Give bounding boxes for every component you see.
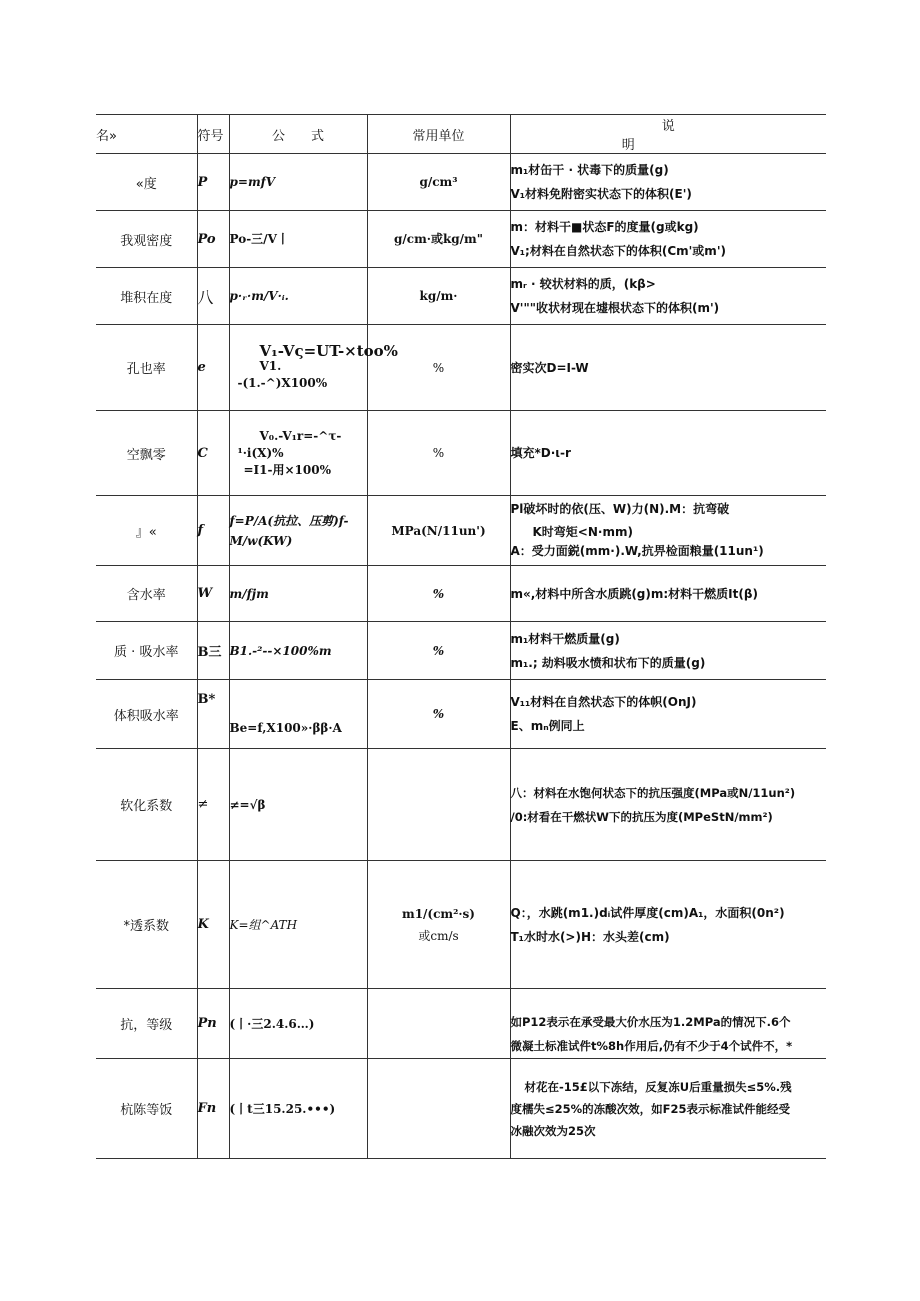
property-formula — [229, 566, 367, 622]
description-line: Pl破坏时的依(压、W)力(N).M：抗弯破 — [510, 502, 730, 516]
unit-line: % — [432, 446, 445, 460]
formula-line: Po-三∕V丨 — [229, 232, 289, 246]
property-name: 质 · 吸水率 — [96, 622, 197, 680]
property-description — [510, 411, 826, 496]
description-line: m₁材料干燃质量(g) — [510, 631, 620, 646]
property-symbol: K — [197, 861, 229, 989]
table-row — [96, 989, 826, 1059]
formula-line: (丨·三2.4.6…) — [229, 1016, 315, 1031]
property-unit — [367, 749, 510, 861]
property-name: «度 — [96, 154, 197, 211]
unit-line: g/cm·或kg/m" — [394, 232, 483, 246]
property-formula — [229, 154, 367, 211]
description-line: K时弯矩<N·mm) — [532, 525, 633, 539]
property-description — [510, 622, 826, 680]
property-description — [510, 680, 826, 749]
property-formula — [229, 496, 367, 566]
property-formula — [229, 989, 367, 1059]
table-row — [96, 622, 826, 680]
formula-line: V₀.-V₁r=-^τ- — [259, 429, 342, 443]
property-name: 软化系数 — [96, 749, 197, 861]
description-line: A：受力面鋭(mm·).W,抗畀检面粮量(11un¹) — [510, 544, 764, 558]
property-unit — [367, 989, 510, 1059]
property-description — [510, 749, 826, 861]
formula-line: ≠=√β — [229, 797, 266, 812]
description-line: Q：，水跳(m1.)dᵢ试件厚度(cm)A₁，水面积(0n²) — [510, 905, 785, 920]
property-name: 』« — [96, 496, 197, 566]
description-line: 冰融次效为25次 — [510, 1123, 596, 1138]
property-description — [510, 566, 826, 622]
property-symbol: C — [197, 411, 229, 496]
header-description: 说 明 — [510, 115, 826, 154]
formula-line: Be=f,X100»·ββ·A — [229, 721, 342, 735]
description-line: V₁;材料在自然状态下的体积(Cm'或m') — [510, 244, 726, 258]
table-row — [96, 1059, 826, 1159]
formula-line: (丨t三15.25.•••) — [229, 1101, 336, 1116]
property-symbol: e — [197, 325, 229, 411]
property-unit — [367, 566, 510, 622]
property-formula — [229, 680, 367, 749]
description-line: V₁₁材料在自然状态下的体帜(OnJ) — [510, 695, 697, 709]
header-unit: 常用单位 — [367, 115, 510, 154]
formula-line: f=P/A(抗拉、压剪)f- — [229, 513, 349, 528]
formula-line: K=组^ATH — [229, 917, 298, 932]
property-description — [510, 154, 826, 211]
description-line: V₁材料免附密实状态下的体积(E') — [510, 187, 692, 201]
property-symbol: Pn — [197, 989, 229, 1059]
table-row — [96, 680, 826, 749]
unit-line: m1/(cm²·s) — [402, 906, 475, 921]
table-row — [96, 154, 826, 211]
property-symbol: B* — [197, 680, 229, 749]
property-symbol: Po — [197, 211, 229, 268]
property-name: 孔也率 — [96, 325, 197, 411]
unit-line: % — [432, 643, 445, 658]
formula-line: =I1-用×100% — [243, 463, 332, 477]
description-line: 密实次D=I-W — [510, 360, 589, 375]
formula-line: p=mfV — [229, 175, 276, 189]
description-line: m₁.; 劫料吸水愤和状布下的质量(g) — [510, 655, 706, 670]
formula-line: m/fjm — [229, 586, 269, 601]
unit-line: g/cm³ — [419, 175, 458, 189]
property-formula — [229, 411, 367, 496]
property-unit — [367, 154, 510, 211]
property-symbol: ≠ — [197, 749, 229, 861]
property-description — [510, 496, 826, 566]
property-formula — [229, 268, 367, 325]
description-line: T₁水时水(>)H：水头差(cm) — [510, 929, 670, 944]
description-line: m：材料干■状态F的度量(g或kg) — [510, 220, 699, 234]
property-formula — [229, 749, 367, 861]
property-unit — [367, 211, 510, 268]
formula-line: B1.-²--×100%m — [229, 643, 332, 658]
table-row — [96, 496, 826, 566]
description-line: 微凝土标准试件t%8h作用后,仍有不少于4个试件不，* — [510, 1039, 793, 1053]
property-name: 抗，等级 — [96, 989, 197, 1059]
header-name: 名» — [96, 115, 197, 154]
property-name: 我观密度 — [96, 211, 197, 268]
material-properties-table — [96, 114, 848, 1159]
property-formula — [229, 622, 367, 680]
description-line: m₁材缶干 · 状毒下的质量(g) — [510, 163, 669, 177]
description-line: 填充*D·ι-r — [510, 446, 571, 460]
property-unit — [367, 622, 510, 680]
unit-line: % — [432, 707, 445, 721]
property-symbol: B三 — [197, 622, 229, 680]
table-row — [96, 268, 826, 325]
property-symbol: f — [197, 496, 229, 566]
formula-line: V₁-Vς=UT-×too% — [259, 341, 398, 360]
formula-line: V1. — [259, 358, 282, 373]
property-unit — [367, 411, 510, 496]
unit-line: kg/m· — [419, 289, 458, 303]
property-unit — [367, 680, 510, 749]
property-symbol: 八 — [197, 268, 229, 325]
property-unit — [367, 861, 510, 989]
property-unit — [367, 268, 510, 325]
property-description — [510, 211, 826, 268]
property-name: 空飘零 — [96, 411, 197, 496]
description-line: E、mₙ例同上 — [510, 719, 585, 733]
property-description — [510, 1059, 826, 1159]
property-name: *透系数 — [96, 861, 197, 989]
property-description — [510, 325, 826, 411]
description-line: V'""收状材现在墟根状态下的体积(m') — [510, 301, 720, 315]
formula-line: ¹·i(X)% — [237, 446, 284, 460]
unit-line: MPa(N/11un') — [391, 523, 486, 538]
property-name: 体积吸水率 — [96, 680, 197, 749]
table-row — [96, 325, 826, 411]
property-unit — [367, 1059, 510, 1159]
property-formula — [229, 861, 367, 989]
table-row — [96, 749, 826, 861]
property-name: 堆积在度 — [96, 268, 197, 325]
property-symbol: W — [197, 566, 229, 622]
property-symbol: P — [197, 154, 229, 211]
description-line: 八：材料在水饱何状态下的抗压强度(MPa或N/11un²) — [510, 785, 796, 800]
header-symbol: 符号 — [197, 115, 229, 154]
table-header-row — [96, 115, 826, 154]
formula-line: -(1.-^)X100% — [237, 375, 328, 390]
formula-line: p·ᵣ·m/V·ᵢ. — [229, 289, 289, 303]
header-formula: 公 式 — [229, 115, 367, 154]
property-description — [510, 268, 826, 325]
property-name: 含水率 — [96, 566, 197, 622]
unit-line: 或cm/s — [418, 928, 459, 943]
description-line: /0:材看在干燃状W下的抗压为度(MPeStN/mm²) — [510, 809, 773, 824]
description-line: 材花在-15£以下冻结，反复冻U后重量损失≤5%.残 — [524, 1079, 792, 1094]
description-line: 度檽失≤25%的冻酸次效，如F25表示标准试件能经受 — [510, 1101, 791, 1116]
formula-line: M/w(KW) — [229, 533, 293, 548]
property-description — [510, 989, 826, 1059]
property-name: 杭陈等饭 — [96, 1059, 197, 1159]
property-unit — [367, 325, 510, 411]
property-formula — [229, 1059, 367, 1159]
table-row — [96, 566, 826, 622]
property-description — [510, 861, 826, 989]
property-symbol: Fn — [197, 1059, 229, 1159]
property-formula — [229, 211, 367, 268]
table-row — [96, 861, 826, 989]
unit-line: % — [432, 586, 445, 601]
property-unit — [367, 496, 510, 566]
description-line: m«,材料中所含水质跳(g)m:材料干燃质It(β) — [510, 586, 758, 601]
description-line: mᵣ · 较状材料的质，(kβ> — [510, 277, 656, 291]
table-row — [96, 411, 826, 496]
description-line: 如P12表示在承受最大价水压为1.2MPa的情况下.6个 — [510, 1015, 791, 1029]
unit-line: % — [432, 360, 445, 375]
property-formula — [229, 325, 398, 411]
table-row — [96, 211, 826, 268]
